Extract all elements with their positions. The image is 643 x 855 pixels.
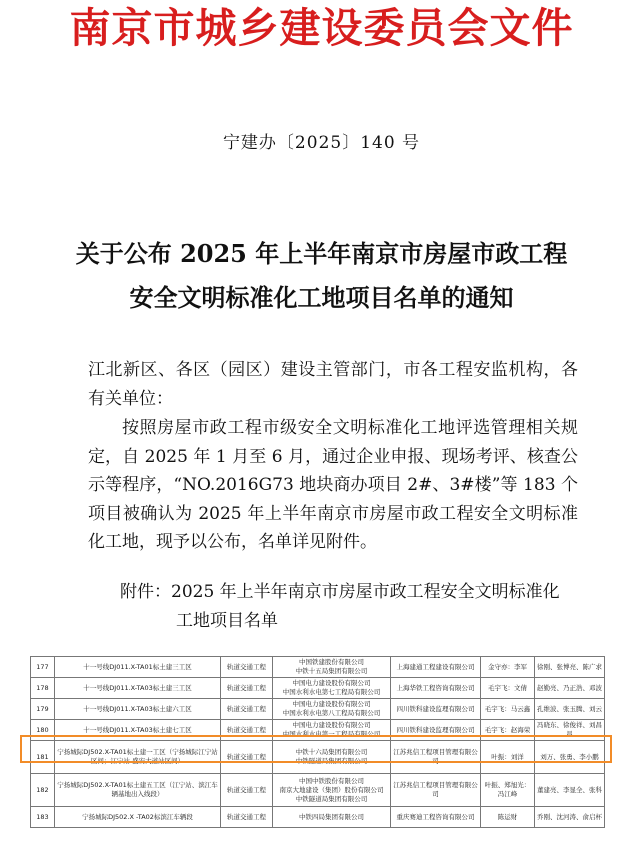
cell-supervisor: 重庆赛迪工程咨询有限公司 <box>391 807 481 828</box>
table-row <box>31 774 605 807</box>
cell-project: 十一号线DJ011.X-TA03标土建七工区 <box>55 720 221 741</box>
document-number: 宁建办〔2025〕140 号 <box>222 133 421 153</box>
cell-staff: 赵勤亮、乃正浩、邓波 <box>535 678 605 699</box>
attachment-label: 附件：2025 年上半年南京市房屋市政工程安全文明标准化 <box>120 582 560 602</box>
cell-no: 179 <box>31 699 55 720</box>
cell-supervisor: 上海华铁工程咨询有限公司 <box>391 678 481 699</box>
cell-supervisor: 上海建通工程建设有限公司 <box>391 657 481 678</box>
cell-type: 轨道交通工程 <box>221 807 273 828</box>
cell-project: 十一号线DJ011.X-TA01标土建三工区 <box>55 657 221 678</box>
cell-manager: 金守亦：李军 <box>481 657 535 678</box>
project-list-table <box>30 656 605 828</box>
cell-staff: 冯晓东、徐俊祥、刘昌昌 <box>535 720 605 741</box>
cell-type: 轨道交通工程 <box>221 699 273 720</box>
table-row <box>31 720 605 741</box>
cell-no: 180 <box>31 720 55 741</box>
cell-builder: 中国中铁股份有限公司 南京大地建设（集团）股份有限公司 中铁隧道局集团有限公司 <box>273 774 391 807</box>
table-row <box>31 699 605 720</box>
cell-staff: 孔维波、张玉腾、刘云 <box>535 699 605 720</box>
body-paragraph: 按照房屋市政工程市级安全文明标准化工地评选管理相关规定，自 2025 年 1 月至 6 月，通过企业申报、现场考评、核查公示等程序，“NO.2016G73 地块商办项目 2#、3#楼”等 183 个项目被确认为 2025 年上半年南京市房屋市政工程安全文明标准化工地，现予以公布，名单详见附件。 <box>88 418 578 552</box>
cell-no: 182 <box>31 774 55 807</box>
cell-builder: 中国电力建设股份有限公司 中国水利水电第一工程局有限公司 <box>273 720 391 741</box>
cell-builder: 中国铁建股份有限公司 中铁十五局集团有限公司 <box>273 657 391 678</box>
cell-manager: 陈运财 <box>481 807 535 828</box>
cell-project: 宁扬城际DJ502.X-TA01标土建一工区（宁扬城际江宁站区间；江宁站-盛安大道站区间） <box>55 741 221 774</box>
cell-project: 宁扬城际DJ502.X -TA02标滨江车辆段 <box>55 807 221 828</box>
table-row <box>31 657 605 678</box>
addressee: 江北新区、各区（园区）建设主管部门，市各工程安监机构，各有关单位： <box>88 360 578 409</box>
cell-type: 轨道交通工程 <box>221 774 273 807</box>
cell-project: 十一号线DJ011.X-TA03标土建六工区 <box>55 699 221 720</box>
notice-title <box>0 232 643 320</box>
cell-no: 178 <box>31 678 55 699</box>
cell-manager: 毛宇飞：文倩 <box>481 678 535 699</box>
cell-builder: 中国电力建设股份有限公司 中国水利水电第八工程局有限公司 <box>273 699 391 720</box>
attachment-label-continued: 工地项目名单 <box>176 610 278 631</box>
cell-type: 轨道交通工程 <box>221 657 273 678</box>
cell-project: 宁扬城际DJ502.X-TA01标土建五工区（江宁站、滨江车辆基地出入线段） <box>55 774 221 807</box>
cell-type: 轨道交通工程 <box>221 741 273 774</box>
cell-project: 十一号线DJ011.X-TA03标土建三工区 <box>55 678 221 699</box>
cell-supervisor: 江苏兆信工程项目管理有限公司 <box>391 741 481 774</box>
cell-manager: 毛宇飞：赵海荣 <box>481 720 535 741</box>
cell-type: 轨道交通工程 <box>221 720 273 741</box>
cell-builder: 中铁十六局集团有限公司 中铁隧道局集团有限公司 <box>273 741 391 774</box>
document-header: 南京市城乡建设委员会文件 <box>69 4 574 52</box>
cell-builder: 中铁四局集团有限公司 <box>273 807 391 828</box>
cell-type: 轨道交通工程 <box>221 678 273 699</box>
cell-manager: 叶振、郑旭光：冯江峰 <box>481 774 535 807</box>
notice-title-line-2: 安全文明标准化工地项目名单的通知 <box>129 283 514 312</box>
cell-no: 181 <box>31 741 55 774</box>
cell-staff: 刘万、张勇、李小鹏 <box>535 741 605 774</box>
cell-supervisor: 四川铁科建设监理有限公司 <box>391 720 481 741</box>
table-row <box>31 807 605 828</box>
table-row <box>31 678 605 699</box>
cell-staff: 徐刚、张博亮、陈广求 <box>535 657 605 678</box>
cell-manager: 叶振：刘洋 <box>481 741 535 774</box>
cell-staff: 董建亮、李显全、张科 <box>535 774 605 807</box>
cell-builder: 中国电力建设股份有限公司 中国水利水电第七工程局有限公司 <box>273 678 391 699</box>
cell-no: 183 <box>31 807 55 828</box>
cell-supervisor: 江苏兆信工程项目管理有限公司 <box>391 774 481 807</box>
cell-staff: 乔刚、沈河涛、俞启杯 <box>535 807 605 828</box>
notice-title-line-1: 关于公布 2025 年上半年南京市房屋市政工程 <box>75 239 568 268</box>
cell-supervisor: 四川铁科建设监理有限公司 <box>391 699 481 720</box>
attachment-note <box>120 578 590 635</box>
cell-no: 177 <box>31 657 55 678</box>
cell-manager: 毛宇飞：马云鑫 <box>481 699 535 720</box>
table-row <box>31 741 605 774</box>
